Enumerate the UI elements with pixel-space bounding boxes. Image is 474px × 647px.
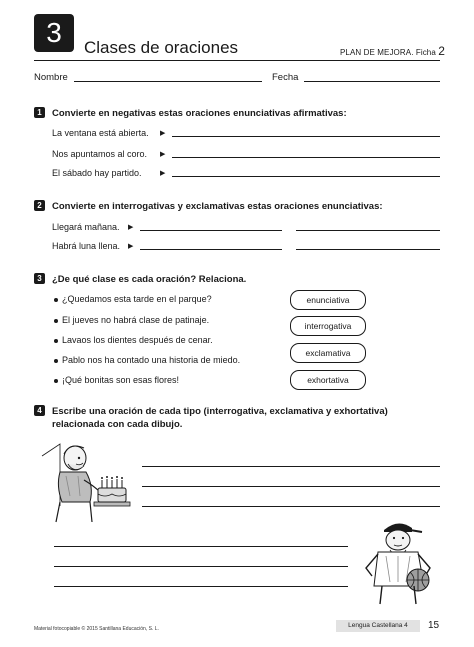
type-option-interrogativa[interactable]: interrogativa — [290, 316, 366, 336]
exercise-2-item: Habrá luna llena. — [52, 241, 121, 251]
type-option-enunciativa[interactable]: enunciativa — [290, 290, 366, 310]
exercise-1-item: El sábado hay partido. — [52, 168, 142, 178]
sentence-item[interactable]: El jueves no habrá clase de patinaje. — [62, 315, 210, 325]
answer-line[interactable] — [172, 157, 440, 158]
exercise-1-item: La ventana está abierta. — [52, 128, 149, 138]
type-option-exhortativa[interactable]: exhortativa — [290, 370, 366, 390]
name-field[interactable] — [74, 81, 262, 82]
answer-line-interrogative[interactable] — [140, 249, 282, 250]
type-option-exclamativa[interactable]: exclamativa — [290, 343, 366, 363]
exercise-2-instruction: Convierte en interrogativas y exclamativas estas oraciones enunciativas: — [52, 201, 383, 212]
answer-line[interactable] — [142, 486, 440, 487]
answer-line-exclamative[interactable] — [296, 230, 440, 231]
answer-line[interactable] — [172, 136, 440, 137]
copyright-text: Material fotocopiable © 2015 Santillana Educación, S. L. — [34, 626, 159, 632]
plan-text: PLAN DE MEJORA. Ficha — [340, 48, 436, 57]
exercise-2-badge: 2 — [34, 200, 45, 211]
arrow-icon: ▶ — [160, 151, 166, 158]
exercise-4-instruction-line2: relacionada con cada dibujo. — [52, 419, 183, 430]
date-label: Fecha — [272, 72, 299, 83]
exercise-4-badge: 4 — [34, 405, 45, 416]
page-title: Clases de oraciones — [84, 38, 239, 57]
answer-line[interactable] — [54, 586, 348, 587]
bullet — [54, 379, 58, 383]
exercise-3-instruction: ¿De qué clase es cada oración? Relaciona. — [52, 274, 247, 285]
arrow-icon: ▶ — [160, 130, 166, 137]
subject-label: Lengua Castellana 4 — [336, 620, 420, 632]
exercise-4-instruction-line1: Escribe una oración de cada tipo (interrogativa, exclamativa y exhortativa) — [52, 406, 388, 417]
sentence-item[interactable]: Lavaos los dientes después de cenar. — [62, 335, 213, 345]
page-number: 15 — [428, 620, 440, 631]
date-field[interactable] — [304, 81, 440, 82]
bullet — [54, 339, 58, 343]
exercise-1-item: Nos apuntamos al coro. — [52, 149, 148, 159]
exercise-1-instruction: Convierte en negativas estas oraciones enunciativas afirmativas: — [52, 108, 347, 119]
exercise-3-badge: 3 — [34, 273, 45, 284]
exercise-2-item: Llegará mañana. — [52, 222, 120, 232]
answer-line[interactable] — [172, 176, 440, 177]
grandpa-birthday-cake-illustration — [40, 436, 132, 526]
exercise-1-badge: 1 — [34, 107, 45, 118]
unit-number-badge: 3 — [34, 14, 74, 52]
arrow-icon: ▶ — [128, 224, 134, 231]
sentence-item[interactable]: ¡Qué bonitas son esas flores! — [62, 375, 180, 385]
arrow-icon: ▶ — [128, 243, 134, 250]
answer-line-interrogative[interactable] — [140, 230, 282, 231]
answer-line[interactable] — [54, 546, 348, 547]
header-divider — [34, 60, 440, 61]
arrow-icon: ▶ — [160, 170, 166, 177]
plan-number: 2 — [438, 44, 446, 58]
coach-with-ball-illustration — [354, 516, 444, 606]
answer-line[interactable] — [142, 506, 440, 507]
bullet — [54, 359, 58, 363]
bullet — [54, 298, 58, 302]
answer-line[interactable] — [54, 566, 348, 567]
sentence-item[interactable]: Pablo nos ha contado una historia de miedo. — [62, 355, 241, 365]
answer-line-exclamative[interactable] — [296, 249, 440, 250]
name-label: Nombre — [34, 72, 68, 83]
plan-label — [340, 44, 445, 58]
sentence-item[interactable]: ¿Quedamos esta tarde en el parque? — [62, 294, 212, 304]
answer-line[interactable] — [142, 466, 440, 467]
bullet — [54, 319, 58, 323]
